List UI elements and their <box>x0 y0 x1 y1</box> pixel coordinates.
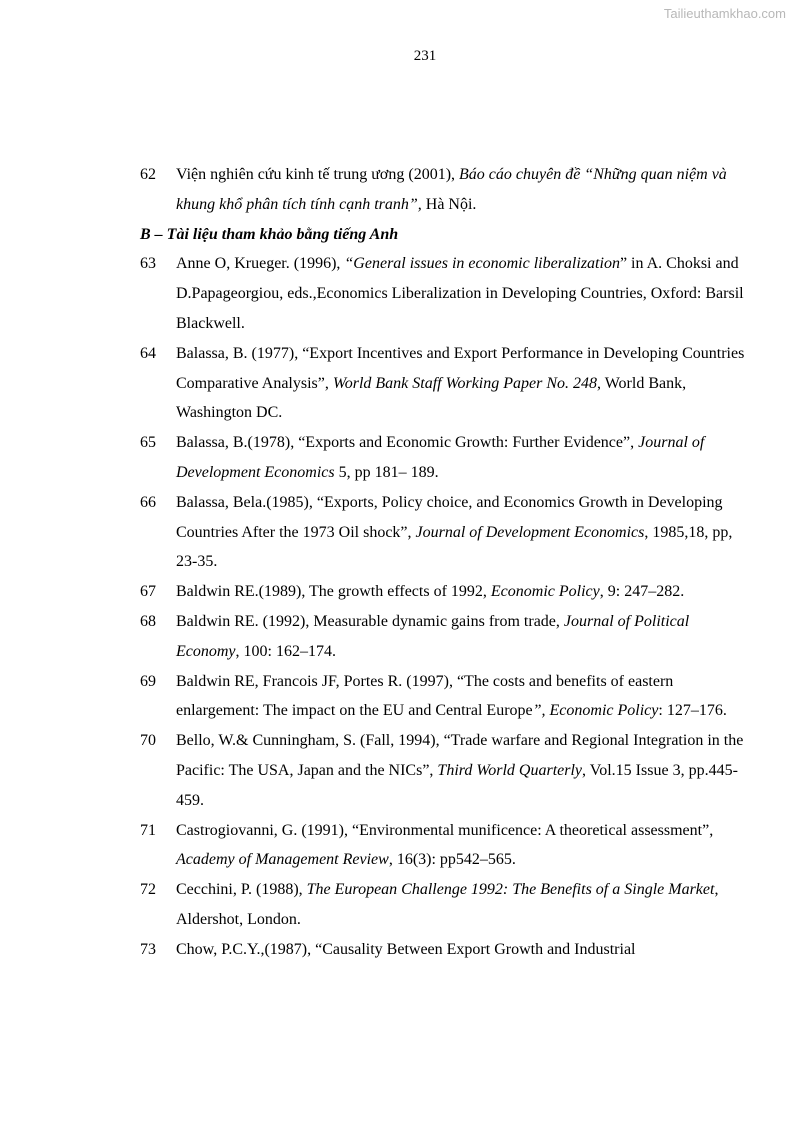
reference-number: 71 <box>140 821 156 839</box>
reference-segment: 5, pp 181– 189. <box>334 463 439 481</box>
reference-italic-segment: Journal of Development Economics <box>415 523 645 541</box>
reference-italic-segment: Third World Quarterly <box>437 761 583 779</box>
reference-item <box>140 935 755 965</box>
reference-number: 67 <box>140 583 156 601</box>
reference-list <box>140 160 755 965</box>
reference-number: 66 <box>140 493 156 511</box>
reference-segment: Chow, P.C.Y.,(1987), “Causality Between Export Growth and Industrial <box>176 940 636 958</box>
reference-number: 68 <box>140 612 156 630</box>
reference-item <box>140 428 755 488</box>
page-number: 231 <box>413 48 437 64</box>
reference-item <box>140 160 755 220</box>
reference-italic-segment: The European Challenge 1992: The Benefits of a Single Market <box>306 881 715 899</box>
reference-italic-segment: Báo cáo chuyên đề “Những quan niệm và khung khổ phân tích tính cạnh tranh”, <box>176 166 727 213</box>
reference-segment: Baldwin RE, Francois JF, Portes R. (1997), “The costs and benefits of eastern enlargement: The impact on the EU and Central Europe <box>176 672 674 720</box>
reference-segment: , Vol.15 Issue 3, pp.445-459. <box>176 761 738 809</box>
reference-segment: ” in A. Choksi and D.Papageorgiou, eds.,Economics Liberalization in Developing Countries, Oxford: Barsil Blackwell. <box>176 255 744 332</box>
reference-segment: , 100: 162–174. <box>235 642 336 660</box>
reference-text <box>176 249 755 338</box>
reference-italic-segment: ”, Economic Policy <box>532 702 659 720</box>
reference-number: 65 <box>140 434 156 452</box>
reference-italic-segment: Academy of Management Review <box>176 851 389 869</box>
reference-text <box>176 339 755 428</box>
reference-number: 72 <box>140 881 156 899</box>
reference-text <box>176 726 755 815</box>
reference-segment: Anne O, Krueger. (1996), <box>176 255 345 273</box>
reference-text <box>176 607 755 667</box>
reference-number: 64 <box>140 344 156 362</box>
reference-segment: Balassa, B.(1978), “Exports and Economic Growth: Further Evidence”, <box>176 434 639 452</box>
reference-group <box>140 249 755 964</box>
reference-segment: , World Bank, Washington DC. <box>176 374 687 422</box>
reference-number: 69 <box>140 672 156 690</box>
reference-number: 63 <box>140 255 156 273</box>
reference-text <box>176 816 755 876</box>
reference-segment: Baldwin RE. (1992), Measurable dynamic gains from trade, <box>176 612 564 630</box>
reference-segment: , Aldershot, London. <box>176 881 719 928</box>
reference-item <box>140 339 755 428</box>
reference-item <box>140 488 755 577</box>
reference-italic-segment: Economic Policy <box>490 583 600 601</box>
reference-text <box>176 577 755 607</box>
reference-segment: , 16(3): pp542–565. <box>388 851 516 869</box>
reference-text <box>176 488 755 577</box>
reference-number: 70 <box>140 732 156 750</box>
reference-italic-segment: Journal of Political Economy <box>176 612 690 660</box>
reference-item <box>140 577 755 607</box>
reference-segment: Bello, W.& Cunningham, S. (Fall, 1994), “Trade warfare and Regional Integration in the Pacific: The USA, Japan and the NICs”, <box>176 732 744 779</box>
reference-segment: Cecchini, P. (1988), <box>176 881 307 899</box>
reference-italic-segment: “General issues in economic liberalization <box>344 255 620 273</box>
reference-item <box>140 726 755 815</box>
reference-item <box>140 667 755 727</box>
reference-segment: Viện nghiên cứu kinh tế trung ương (2001), <box>176 166 460 183</box>
reference-segment: : 127–176. <box>658 702 727 720</box>
reference-italic-segment: World Bank Staff Working Paper No. 248 <box>332 374 598 392</box>
reference-text <box>176 667 755 727</box>
reference-item <box>140 816 755 876</box>
reference-text <box>176 160 755 220</box>
reference-segment: Balassa, Bela.(1985), “Exports, Policy choice, and Economics Growth in Developing Countries After the 1973 Oil shock”, <box>176 493 723 541</box>
reference-segment: Hà Nội. <box>421 195 477 213</box>
section-heading: B – Tài liệu tham khảo bằng tiếng Anh <box>140 225 399 243</box>
reference-italic-segment: Journal of Development Economics <box>176 434 705 481</box>
reference-text <box>176 428 755 488</box>
reference-item <box>140 607 755 667</box>
reference-text <box>176 875 755 935</box>
reference-item <box>140 249 755 338</box>
reference-item <box>140 875 755 935</box>
reference-number: 62 <box>140 166 156 183</box>
reference-segment: , 9: 247–282. <box>599 583 685 601</box>
watermark: Tailieuthamkhao.com <box>663 6 786 21</box>
reference-segment: , 1985,18, pp, 23-35. <box>176 523 733 571</box>
reference-group <box>140 160 755 220</box>
reference-number: 73 <box>140 940 156 958</box>
reference-segment: Baldwin RE.(1989), The growth effects of 1992, <box>176 583 491 601</box>
reference-segment: Castrogiovanni, G. (1991), “Environmental munificence: A theoretical assessment”, <box>176 821 714 839</box>
reference-text <box>176 935 755 965</box>
reference-segment: Balassa, B. (1977), “Export Incentives and Export Performance in Developing Countries Comparative Analysis”, <box>176 344 745 392</box>
